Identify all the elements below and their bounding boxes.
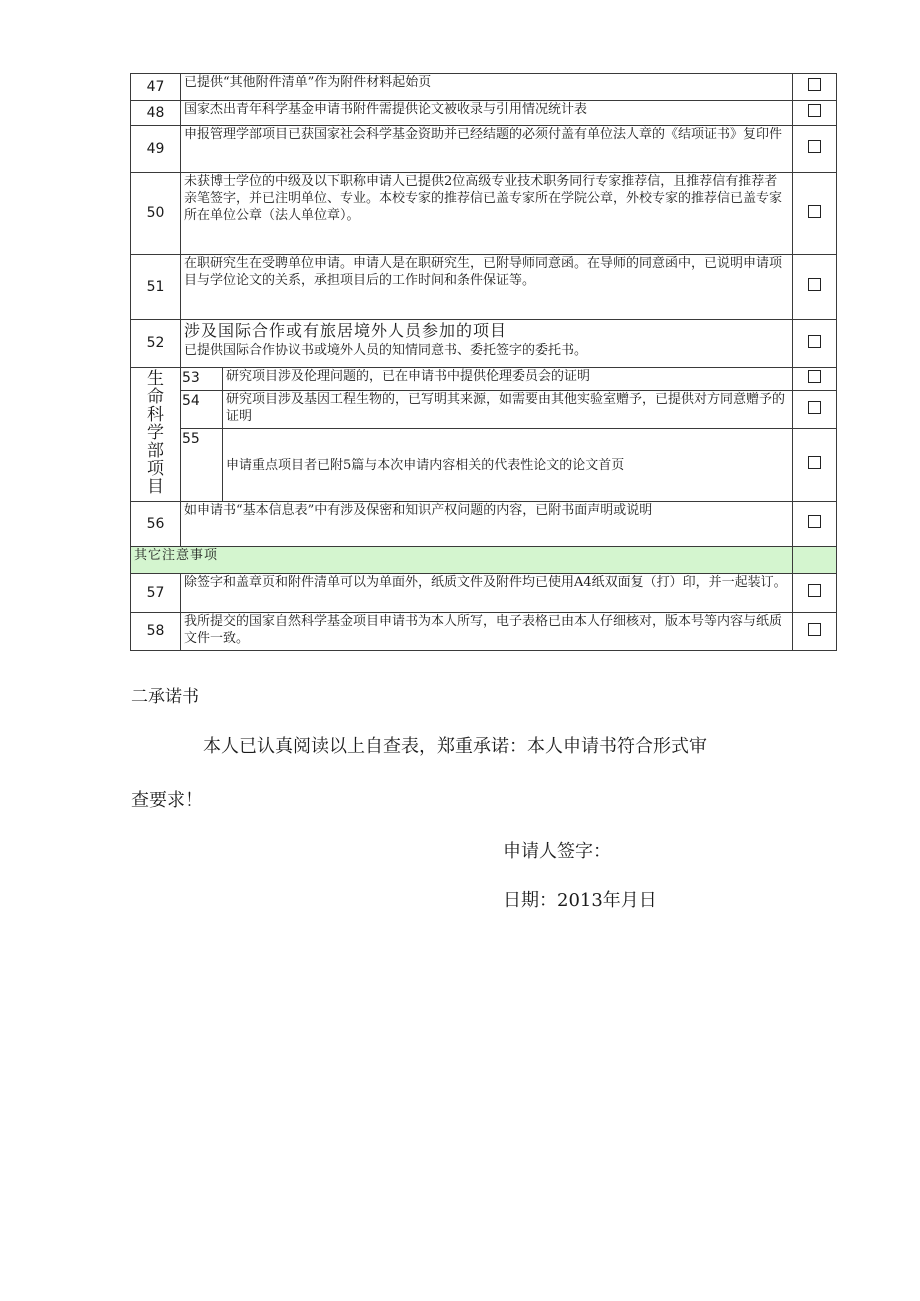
item-cell (181, 320, 793, 368)
item-checkbox[interactable] (793, 391, 837, 429)
item-checkbox[interactable] (793, 101, 837, 126)
item-number: 48 (131, 101, 181, 126)
table-row (131, 320, 837, 368)
table-row (131, 126, 837, 173)
item-number: 56 (131, 502, 181, 547)
pledge-title: 二承诺书 (131, 687, 199, 707)
checkbox-icon[interactable] (808, 401, 821, 414)
item-text: 申报管理学部项目已获国家社会科学基金资助并已经结题的必须付盖有单位法人章的《结项证书》复印件 (181, 126, 793, 173)
item-text: 除签字和盖章页和附件清单可以为单面外，纸质文件及附件均已使用A4纸双面复（打）印，并一起装订。 (181, 574, 793, 613)
item-number: 47 (131, 74, 181, 101)
table-row (131, 502, 837, 547)
table-row (131, 368, 837, 391)
table-row (131, 101, 837, 126)
item-text: 如申请书“基本信息表”中有涉及保密和知识产权问题的内容，已附书面声明或说明 (181, 502, 793, 547)
checklist-table (130, 73, 837, 651)
table-row (131, 391, 837, 429)
item-checkbox[interactable] (793, 126, 837, 173)
item-checkbox[interactable] (793, 74, 837, 101)
table-row (131, 74, 837, 101)
item-heading: 涉及国际合作或有旅居境外人员参加的项目 (184, 321, 508, 340)
table-row (131, 173, 837, 255)
pledge-text-line: 查要求！ (131, 790, 203, 811)
item-checkbox[interactable] (793, 574, 837, 613)
section-row (131, 547, 837, 574)
checkbox-icon[interactable] (808, 104, 821, 117)
checkbox-icon[interactable] (808, 278, 821, 291)
life-science-label: 生命科学部项目 (131, 368, 181, 502)
checkbox-icon[interactable] (808, 456, 821, 469)
checkbox-icon[interactable] (808, 623, 821, 636)
item-checkbox[interactable] (793, 368, 837, 391)
checkbox-icon[interactable] (808, 205, 821, 218)
item-checkbox[interactable] (793, 173, 837, 255)
item-number: 50 (131, 173, 181, 255)
item-number: 53 (181, 368, 223, 391)
checkbox-icon[interactable] (808, 335, 821, 348)
item-checkbox[interactable] (793, 255, 837, 320)
item-text: 我所提交的国家自然科学基金项目申请书为本人所写，电子表格已由本人仔细核对，版本号等内容与纸质文件一致。 (181, 613, 793, 651)
pledge-text-line: 本人已认真阅读以上自查表，郑重承诺：本人申请书符合形式审 (203, 736, 707, 757)
item-text: 研究项目涉及基因工程生物的，已写明其来源，如需要由其他实验室赠予，已提供对方同意赠予的证明 (223, 391, 793, 429)
item-number: 52 (131, 320, 181, 368)
item-checkbox[interactable] (793, 502, 837, 547)
item-number: 57 (131, 574, 181, 613)
item-checkbox[interactable] (793, 429, 837, 502)
checkbox-icon[interactable] (808, 515, 821, 528)
item-number: 49 (131, 126, 181, 173)
item-text: 未获博士学位的中级及以下职称申请人已提供2位高级专业技术职务同行专家推荐信，且推荐信有推荐者亲笔签字，并已注明单位、专业。本校专家的推荐信已盖专家所在学院公章，外校专家的推荐信已盖专家所在单位公章（法人单位章）。 (181, 173, 793, 255)
item-text: 已提供国际合作协议书或境外人员的知情同意书、委托签字的委托书。 (184, 343, 588, 358)
checkbox-icon[interactable] (808, 78, 821, 91)
table-row (131, 574, 837, 613)
item-text: 申请重点项目者已附5篇与本次申请内容相关的代表性论文的论文首页 (223, 429, 793, 502)
table-row (131, 429, 837, 502)
item-checkbox[interactable] (793, 613, 837, 651)
item-number: 55 (181, 429, 223, 502)
checkbox-icon[interactable] (808, 370, 821, 383)
table-row (131, 255, 837, 320)
section-title: 其它注意事项 (131, 547, 793, 574)
section-empty-cell (793, 547, 837, 574)
table-row (131, 613, 837, 651)
signature-label: 申请人签字： (503, 841, 611, 862)
item-text: 在职研究生在受聘单位申请。申请人是在职研究生，已附导师同意函。在导师的同意函中，已说明申请项目与学位论文的关系，承担项目后的工作时间和条件保证等。 (181, 255, 793, 320)
item-number: 51 (131, 255, 181, 320)
checkbox-icon[interactable] (808, 140, 821, 153)
checkbox-icon[interactable] (808, 584, 821, 597)
item-text: 国家杰出青年科学基金申请书附件需提供论文被收录与引用情况统计表 (181, 101, 793, 126)
item-text: 已提供“其他附件清单”作为附件材料起始页 (181, 74, 793, 101)
item-number: 58 (131, 613, 181, 651)
item-number: 54 (181, 391, 223, 429)
item-checkbox[interactable] (793, 320, 837, 368)
date-label: 日期：2013年月日 (503, 890, 657, 911)
item-text: 研究项目涉及伦理问题的，已在申请书中提供伦理委员会的证明 (223, 368, 793, 391)
